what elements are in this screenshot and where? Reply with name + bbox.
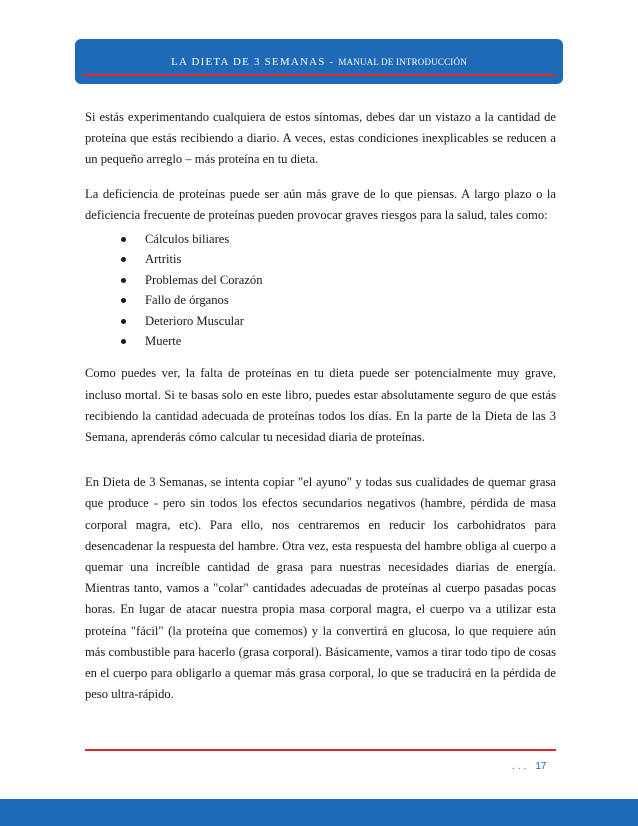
page-dots: ... (512, 761, 530, 772)
list-item: Fallo de órganos (145, 290, 556, 310)
paragraph-deficiency: La deficiencia de proteínas puede ser aún más grave de lo que piensas. A largo plazo o la deficiencia frecuente de proteínas pueden provocar graves riesgos para la salud, tales como: (85, 186, 556, 222)
paragraph-conclusion: Como puedes ver, la falta de proteínas en tu dieta puede ser potencialmente muy grave, incluso mortal. Si te basas solo en este libro, puedes estar absolutamente seguro de que estás recibiendo la cantidad adecuada de proteínas todos los días. En la parte de la Dieta de las 3 Semana, aprenderás cómo calcular tu necesidad diaria de proteínas. (85, 366, 556, 445)
title-main: LA DIETA DE 3 SEMANAS - (171, 56, 339, 68)
paragraph-symptoms: Si estás experimentando cualquiera de estos síntomas, debes dar un vistazo a la cantidad de proteína que estás recibiendo a diario. A veces, estas condiciones inexplicables se reducen a un pequeño arreglo – más proteína en tu dieta. (85, 110, 556, 167)
paragraph-diet-method: En Dieta de 3 Semanas, se intenta copiar "el ayuno" y todas sus cualidades de quemar grasa que produce - pero sin todos los efectos secundarios negativos (hambre, pérdida de masa corporal magra, etc). Para ello, nos centraremos en reducir los carbohidratos para desencadenar la respuesta del hambre. Otra vez, esta respuesta del hambre obliga al cuerpo a quemar una increíble cantidad de grasa para nuestras necesidades diarias de energía. Mientras tanto, vamos a "colar" cantidades adecuadas de proteínas al cuerpo pasadas pocas horas. En lugar de atacar nuestra propia masa corporal magra, el cuerpo va a utilizar esta proteína "fácil" (la proteína que comemos) y la convertirá en glucosa, lo que requiere aún más combustible para hacerlo (grasa corporal). Básicamente, vamos a tirar todo tipo de cosas en el cuerpo para obligarlo a quemar más grasa corporal, lo que se traducirá en la pérdida de peso ultra-rápido. (85, 475, 556, 702)
page-number (512, 761, 546, 772)
page-number-value: 17 (535, 761, 547, 772)
risk-list (85, 229, 556, 351)
page-body (85, 107, 556, 719)
footer-divider (85, 749, 556, 751)
document-title (75, 56, 563, 68)
bottom-strip (0, 799, 638, 826)
title-subtitle: MANUAL DE INTRODUCCIÓN (338, 57, 467, 67)
list-item: Muerte (145, 331, 556, 351)
list-item: Problemas del Corazón (145, 270, 556, 290)
list-item: Deterioro Muscular (145, 311, 556, 331)
list-item: Artritis (145, 249, 556, 269)
header-divider (82, 74, 556, 76)
list-item: Cálculos biliares (145, 229, 556, 249)
header-bar (75, 39, 563, 84)
